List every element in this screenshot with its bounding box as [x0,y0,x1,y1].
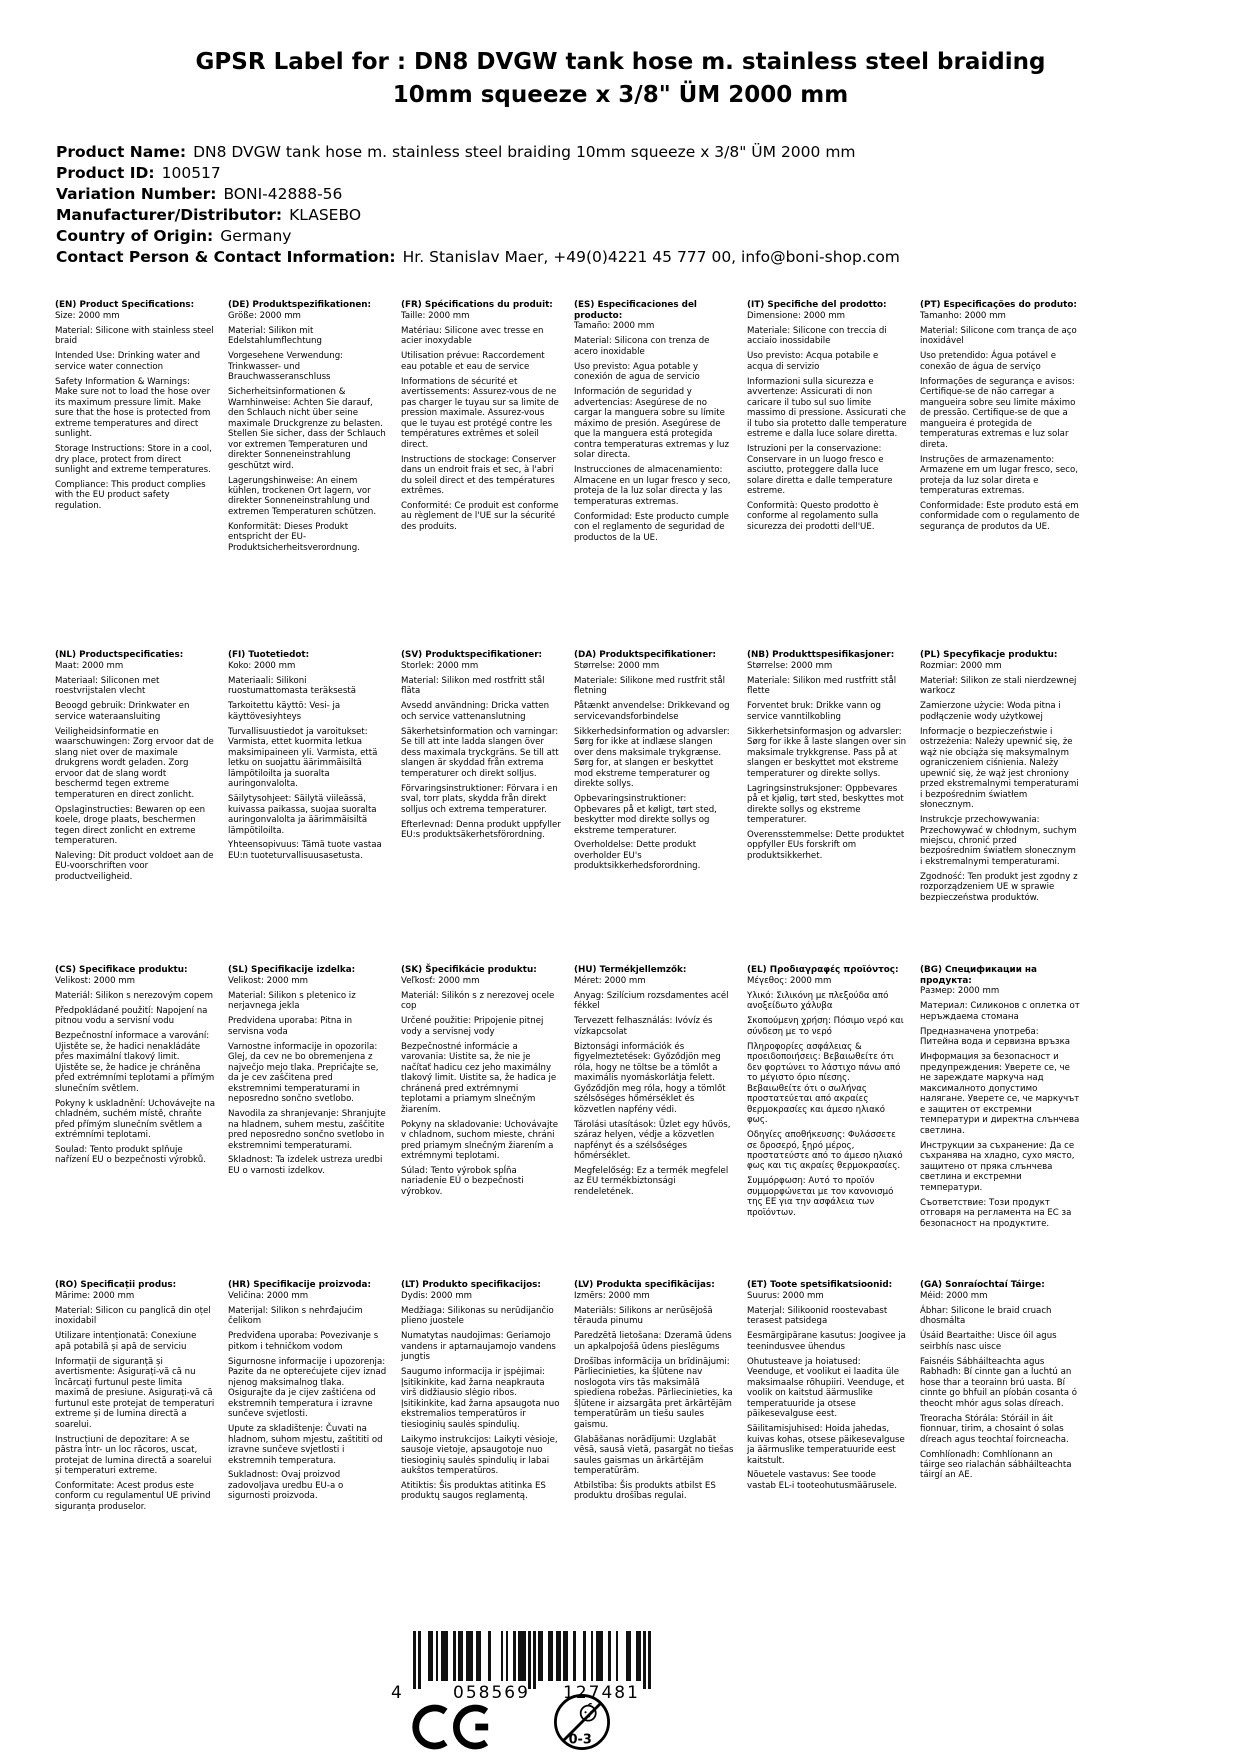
product-info-row [56,247,1211,268]
product-info-label: Variation Number: [56,185,217,203]
spec-paragraph: Materiale: Silikone med rustfrit stål fletning [574,675,726,697]
spec-paragraph: Saugumo informacija ir įspėjimai: Įsitikinkite, kad žarna neapkrauta virš didžiausio slėgio ribos. Įsitikinkite, kad žarna apsaugota nuo ekstremalios temperatūros ir tiesioginių saulės spindulių. [401,1367,560,1430]
language-block-bg [920,965,1080,1234]
language-block-ga [920,1280,1080,1485]
language-block-pl [920,650,1080,908]
spec-paragraph: Glabāšanas norādījumi: Uzglabāt vēsā, sausā vietā, pasargāt no tiešas saules gaismas un ārkārtējām temperatūrām. [574,1434,734,1476]
spec-paragraph: Tamaño: 2000 mm [574,321,655,332]
language-block-hu [574,965,734,1202]
language-block-title: (FI) Tuotetiedot: [228,650,310,660]
spec-paragraph: Dydis: 2000 mm [401,1290,472,1301]
spec-paragraph: Beoogd gebruik: Drinkwater en service wateraansluiting [55,701,190,722]
product-info-value: Hr. Stanislav Maer, +49(0)4221 45 777 00, info@boni-shop.com [402,248,900,266]
spec-paragraph: Påtænkt anvendelse: Drikkevand og servicevandsforbindelse [574,701,730,722]
language-block-title: (EN) Product Specifications: [55,300,195,310]
spec-paragraph: Avsedd användning: Dricka vatten och service vattenanslutning [401,701,550,722]
spec-paragraph: Sukladnost: Ovaj proizvod zadovoljava uredbu EU-a o sigurnosti proizvoda. [228,1470,344,1502]
spec-paragraph: Lagringsinstruksjoner: Oppbevares på et kjølig, tørt sted, beskyttes mot direkte sollys og ekstreme temperaturer. [747,783,904,826]
barcode-digits [391,1683,651,1703]
language-block-title: (HR) Specifikacije proizvoda: [228,1280,371,1290]
spec-paragraph: Súlad: Tento výrobok spĺňa nariadenie EÚ o bezpečnosti výrobkov. [401,1165,524,1197]
language-block-da [574,650,734,876]
spec-paragraph: Sigurnosne informacije i upozorenja: Pazite da ne opterećujete cijev iznad njenog maksimalnog tlaka. Osigurajte da je cijev zaštićena od ekstremnih temperatura i izravne sunčeve svjetlosti. [228,1356,387,1420]
spec-paragraph: Größe: 2000 mm [228,310,301,321]
spec-paragraph: Μέγεθος: 2000 mm [747,975,832,986]
language-block-pt [920,300,1080,537]
spec-paragraph: Opbevaringsinstruktioner: Opbevares på et køligt, tørt sted, beskytter mod direkte sollys og ekstreme temperaturer. [574,794,717,836]
language-block-sl [228,965,388,1181]
spec-paragraph: Material: Silicone com trança de aço inoxidável [920,325,1077,347]
spec-paragraph: Material: Silicone with stainless steel braid [55,325,214,347]
language-block-title: (DA) Produktspecifikationer: [574,650,717,660]
spec-paragraph: Tamanho: 2000 mm [920,310,1006,321]
spec-paragraph: Numatytas naudojimas: Geriamojo vandens ir aptarnaujamojo vandens jungtis [401,1331,556,1363]
spec-paragraph: Taille: 2000 mm [401,310,470,321]
spec-paragraph: Atbilstība: Šis produkts atbilst ES produktu drošības regulai. [574,1480,716,1502]
spec-paragraph: Utilizare intenționată: Conexiune apă potabilă și apă de serviciu [55,1331,197,1352]
language-block-title: (FR) Spécifications du produit: [401,300,553,310]
ce-mark-icon [411,1703,499,1751]
spec-paragraph: Intended Use: Drinking water and service water connection [55,351,201,372]
spec-paragraph: Veiligheidsinformatie en waarschuwingen: Zorg ervoor dat de slang niet over de maximale drukgrens wordt geladen. Zorg ervoor dat de slang wordt beschermd tegen extreme temperaturen en direct zonlicht. [55,726,214,800]
language-block-cs [55,965,215,1170]
spec-paragraph: Overholdelse: Dette produkt overholder EU's produktsikkerhedsforordning. [574,840,701,872]
language-block-title: (RO) Specificații produs: [55,1280,177,1290]
language-block-title: (CS) Specifikace produktu: [55,965,188,975]
spec-paragraph: Veľkosť: 2000 mm [401,975,480,986]
spec-paragraph: Úsáid Beartaithe: Uisce óil agus seirbhís nasc uisce [920,1331,1057,1352]
spec-paragraph: Säilitamisjuhised: Hoida jahedas, kuivas kohas, otsese päikesevalguse ja äärmuslike temperatuuride eest kaitstult. [747,1424,905,1466]
spec-paragraph: Efterlevnad: Denna produkt uppfyller EU:s produktsäkerhetsförordning. [401,819,561,840]
spec-paragraph: Drošības informācija un brīdinājumi: Pārliecinieties, ka šļūtene nav noslogota virs tās maksimālā spiediena robežas. Pārliecinieties, ka šļūtene ir aizsargāta pret ārkārtējām temperatūrām un tiešu saules gaismu. [574,1356,733,1430]
spec-paragraph: Materijal: Silikon s nehrđajućim čelikom [228,1305,363,1327]
spec-paragraph: Förvaringsinstruktioner: Förvara i en sval, torr plats, skydda från direkt solljus och extrema temperaturer. [401,783,558,815]
product-info-value: BONI-42888-56 [223,185,343,203]
spec-paragraph: Инструкции за съхранение: Да се съхранява на хладно, сухо място, защитено от пряка слънчева светлина и екстремни температури. [920,1140,1075,1193]
spec-paragraph: Suurus: 2000 mm [747,1290,824,1301]
spec-paragraph: Nõuetele vastavus: See toode vastab EL-i tooteohutusmäärusele. [747,1470,897,1491]
language-block-title: (SV) Produktspecifikationer: [401,650,543,660]
spec-paragraph: Yhteensopivuus: Tämä tuote vastaa EU:n tuoteturvallisuusasetusta. [228,840,382,861]
spec-paragraph: Konformität: Dieses Produkt entspricht der EU-Produktsicherheitsverordnung. [228,521,360,553]
spec-paragraph: Uso previsto: Agua potable y conexión de agua de servicio [574,361,700,383]
spec-paragraph: Materiaali: Silikoni ruostumattomasta teräksestä [228,675,356,697]
product-info-value: KLASEBO [289,206,362,224]
spec-paragraph: Medžiaga: Silikonas su nerūdijančio plieno juostele [401,1305,554,1327]
language-block-title: (LV) Produkta specifikācijas: [574,1280,715,1290]
language-block-nl [55,650,215,887]
spec-paragraph: Tárolási utasítások: Üzlet egy hűvös, száraz helyen, védje a közvetlen napfényt és a szélsőséges hőmérséklet. [574,1119,731,1161]
spec-paragraph: Sicherheitsinformationen & Warnhinweise: Achten Sie darauf, den Schlauch nicht über seine maximale Druckgrenze zu belasten. Stellen Sie sicher, dass der Schlauch vor extremen Temperaturen und direkter Sonneneinstrahlung geschützt wird. [228,387,386,471]
spec-paragraph: Material: Silikon med rostfritt stål fläta [401,675,545,697]
spec-paragraph: Předpokládané použití: Napojení na pitnou vodu a servisní vodu [55,1005,208,1027]
language-block-title: (DE) Produktspezifikationen: [228,300,372,310]
spec-paragraph: Safety Information & Warnings: Make sure not to load the hose over its maximum pressure limit. Make sure that the hose is protected from extreme temperatures and direct sunlight. [55,376,211,440]
barcode-digit-prefix: 4 [391,1683,404,1703]
spec-paragraph: Información de seguridad y advertencias: Asegúrese de no cargar la manguera sobre su límite máximo de presión. Asegúrese de que la manguera está protegida contra temperaturas extremas y luz solar directa. [574,387,729,461]
product-info-row [56,163,1211,184]
spec-paragraph: Dimensione: 2000 mm [747,310,845,321]
spec-paragraph: Materiaal: Siliconen met roestvrijstalen vlecht [55,675,160,697]
spec-paragraph: Πληροφορίες ασφάλειας & προειδοποιήσεις: Βεβαιωθείτε ότι δεν φορτώνει το λάστιχο πάνω από το μέγιστο όριο πίεσης. Βεβαιωθείτε ότι ο σωλήνας προστατεύεται από ακραίες θερμοκρασίες και άμεσο ηλιακό φως. [747,1041,901,1126]
spec-paragraph: Uso pretendido: Água potável e conexão de água de serviço [920,351,1057,372]
product-info-row [56,205,1211,226]
spec-paragraph: Lagerungshinweise: An einem kühlen, trockenen Ort lagern, vor direkter Sonneneinstrahlung und extremen Temperaturen schützen. [228,475,377,517]
spec-paragraph: Matériau: Silicone avec tresse en acier inoxydable [401,325,544,347]
product-info-value: 100517 [161,164,221,182]
spec-paragraph: Съответствие: Този продукт отговаря на регламента на ЕС за безопасност на продуктите. [920,1197,1072,1229]
spec-paragraph: Conformidad: Este producto cumple con el reglamento de seguridad de productos de la UE. [574,511,729,543]
spec-paragraph: Materiale: Silicone con treccia di acciaio inossidabile [747,325,887,347]
language-block-sk [401,965,561,1202]
spec-paragraph: Material: Silicona con trenza de acero inoxidable [574,336,710,357]
spec-paragraph: Storage Instructions: Store in a cool, dry place, protect from direct sunlight and extreme temperatures. [55,444,212,476]
spec-paragraph: Σκοπούμενη χρήση: Πόσιμο νερό και σύνδεση με το νερό [747,1016,904,1037]
spec-paragraph: Ábhar: Silicone le braid cruach dhosmálta [920,1305,1052,1327]
spec-paragraph: Uso previsto: Acqua potabile e acqua di servizio [747,351,879,372]
spec-paragraph: Συμμόρφωση: Αυτό το προϊόν συμμορφώνεται με τον κανονισμό της ΕΕ για την ασφάλεια των προϊόντων. [747,1176,894,1218]
language-block-nb [747,650,907,866]
spec-paragraph: Ohutusteave ja hoiatused: Veenduge, et voolikut ei laadita üle maksimaalse rõhupiiri. Veenduge, et voolik on kaitstud äärmuslike temperatuuride ja otsese päikesevalguse eest. [747,1356,905,1420]
spec-paragraph: Säkerhetsinformation och varningar: Se till att inte ladda slangen över dess maximala tryckgräns. Se till att slangen är skyddad från extrema temperaturer och direkt solljus. [401,726,559,779]
spec-paragraph: Materiál: Silikon s nerezovým copem [55,990,213,1001]
spec-paragraph: Méret: 2000 mm [574,975,646,986]
spec-paragraph: Rozmiar: 2000 mm [920,660,1002,671]
spec-paragraph: Информация за безопасност и предупреждения: Уверете се, че не зареждате маркуча над максималното допустимо налягане. Уверете се, че маркучът е защитен от екстремни температури и директна слънчева светлина. [920,1052,1080,1136]
spec-paragraph: Materiál: Silikón s z nerezovej ocele cop [401,990,555,1012]
language-block-es [574,300,734,548]
spec-paragraph: Instrucciones de almacenamiento: Almacene en un lugar fresco y seco, proteja de la luz solar directa y las temperaturas extremas. [574,465,731,507]
product-info-label: Product Name: [56,143,187,161]
spec-paragraph: Soulad: Tento produkt splňuje nařízení EU o bezpečnosti výrobků. [55,1145,206,1166]
spec-paragraph: Velikost: 2000 mm [55,975,136,986]
product-info-label: Country of Origin: [56,227,214,245]
spec-paragraph: Turvallisuustiedot ja varoitukset: Varmista, ettet kuormita letkua maksimipaineen yli. Varmista, että letku on suojattu äärimmäisiltä lämpötiloilta ja suoralta auringonvalolta. [228,726,378,790]
spec-paragraph: Υλικό: Σιλικόνη με πλεξούδα από ανοξείδωτο χάλυβα [747,990,889,1012]
spec-paragraph: Anyag: Szilícium rozsdamentes acél fékkel [574,990,729,1012]
spec-paragraph: Instruções de armazenamento: Armazene em um lugar fresco, seco, proteja da luz solar direta e temperaturas extremas. [920,454,1078,496]
spec-paragraph: Materiāls: Silikons ar nerūsējošā tērauda pinumu [574,1305,713,1327]
language-block-title: (HU) Termékjellemzők: [574,965,687,975]
spec-paragraph: Zamierzone użycie: Woda pitna i podłączenie wody użytkowej [920,701,1061,722]
spec-paragraph: Размер: 2000 mm [920,986,1000,997]
language-block-title: (ES) Especificaciones del producto: [574,300,697,321]
spec-paragraph: Maat: 2000 mm [55,660,124,671]
product-info [56,142,1211,268]
product-info-label: Contact Person & Contact Information: [56,248,396,266]
product-info-value: DN8 DVGW tank hose m. stainless steel braiding 10mm squeeze x 3/8" ÜM 2000 mm [193,143,856,161]
language-block-de [228,300,388,558]
ean-barcode [391,1631,651,1703]
spec-paragraph: Faisnéis Sábháilteachta agus Rabhadh: Bí cinnte gan a luchtú an hose thar a teorainn brú uasta. Bí cinnte go bhfuil an píobán cosanta ó theocht mhór agus solas díreach. [920,1356,1077,1409]
language-block-title: (ET) Toote spetsifikatsioonid: [747,1280,893,1290]
age-warning-0-3-icon [551,1691,613,1753]
spec-paragraph: Instructions de stockage: Conserver dans un endroit frais et sec, à l'abri du soleil direct et des températures extrêmes. [401,454,556,496]
spec-paragraph: Treoracha Stórála: Stóráil in áit fionnuar, tirim, a chosaint ó solas díreach agus teochtaí foircneacha. [920,1413,1069,1445]
language-block-it [747,300,907,537]
barcode-digits-right: 127481 [563,1683,640,1703]
spec-paragraph: Koko: 2000 mm [228,660,296,671]
spec-paragraph: Informacje o bezpieczeństwie i ostrzeżenia: Należy upewnić się, że wąż nie obciąża się maksymalnym ograniczeniem ciśnienia. Należy upewnić się, że wąż jest chroniony przed ekstremalnymi temperaturami i bezpośrednim światłem słonecznym. [920,726,1079,811]
spec-paragraph: Vorgesehene Verwendung: Trinkwasser- und Brauchwasseranschluss [228,351,344,383]
age-warning-label: 0-3 [568,1732,592,1748]
spec-paragraph: Overensstemmelse: Dette produktet oppfyller EUs forskrift om produktsikkerhet. [747,830,905,861]
spec-paragraph: Instrucțiuni de depozitare: A se păstra într- un loc răcoros, uscat, protejat de lumina directă a soarelui și temperaturi extreme. [55,1434,212,1476]
spec-paragraph: Instrukcje przechowywania: Przechowywać w chłodnym, suchym miejscu, chronić przed bezpośrednim światłem słonecznym i ekstremalnymi temperaturami. [920,815,1077,867]
spec-paragraph: Tarkoitettu käyttö: Vesi- ja käyttövesiyhteys [228,701,341,722]
spec-paragraph: Naleving: Dit product voldoet aan de EU-voorschriften voor productveiligheid. [55,850,214,882]
spec-paragraph: Size: 2000 mm [55,310,120,321]
spec-paragraph: Materjal: Silikoonid roostevabast terasest patsidega [747,1305,888,1327]
spec-paragraph: Sikkerhetsinformasjon og advarsler: Sørg for ikke å laste slangen over sin maksimale trykkgrense. Pass på at slangen er beskyttet mot ekstreme temperaturer og direkte sollys. [747,726,907,779]
spec-paragraph: Istruzioni per la conservazione: Conservare in un luogo fresco e asciutto, proteggere dalla luce solare diretta e dalle temperature estreme. [747,444,893,496]
spec-paragraph: Størrelse: 2000 mm [747,660,833,671]
spec-paragraph: Eesmärgipärane kasutus: Joogivee ja teenindusvee ühendus [747,1331,906,1352]
spec-paragraph: Určené použitie: Pripojenie pitnej vody a servisnej vody [401,1016,544,1037]
language-block-hr [228,1280,388,1506]
spec-paragraph: Säilytysohjeet: Säilytä viileässä, kuivassa paikassa, suojaa suoralta auringonvalolta ja äärimmäisiltä lämpötiloilta. [228,794,377,836]
language-block-sv [401,650,561,845]
spec-paragraph: Material: Silikon s pletenico iz nerjavnega jekla [228,990,356,1012]
spec-paragraph: Materiale: Silikon med rustfritt stål flette [747,675,897,697]
language-block-lt [401,1280,561,1506]
spec-paragraph: Predvidena uporaba: Pitna in servisna voda [228,1016,353,1037]
spec-paragraph: Material: Silicon cu panglică din oțel inoxidabil [55,1305,211,1327]
spec-paragraph: Zgodność: Ten produkt jest zgodny z rozporządzeniem UE w sprawie bezpieczeństwa produktów. [920,871,1078,903]
language-block-fr [401,300,561,537]
language-block-title: (BG) Спецификации на продукта: [920,965,1037,986]
spec-paragraph: Материал: Силиконов с оплетка от неръждаема стомана [920,1001,1080,1022]
spec-paragraph: Предназначена употреба: Питейна вода и сервизна връзка [920,1026,1071,1048]
spec-paragraph: Méid: 2000 mm [920,1290,988,1301]
spec-paragraph: Utilisation prévue: Raccordement eau potable et eau de service [401,351,545,372]
spec-paragraph: Conformitate: Acest produs este conform cu regulamentul UE privind siguranța produselor. [55,1480,211,1512]
language-block-title: (PT) Especificações do produto: [920,300,1077,310]
spec-paragraph: Informações de segurança e avisos: Certifique-se de não carregar a mangueira sobre seu limite máximo de pressão. Certifique-se de que a mangueira é protegida de temperaturas extremas e luz solar direta. [920,376,1076,450]
language-block-title: (SL) Specifikacije izdelka: [228,965,356,975]
language-block-title: (GA) Sonraíochtaí Táirge: [920,1280,1045,1290]
spec-paragraph: Megfelelőség: Ez a termék megfelel az EU termékbiztonsági rendeletének. [574,1165,729,1197]
language-block-fi [228,650,388,866]
spec-paragraph: Informații de siguranță și avertismente: Asigurați-vă că nu încărcați furtunul peste limita maximă de presiune. Asigurați-vă că furtunul este protejat de temperaturi extreme și de lumina directă a soarelui. [55,1356,215,1430]
spec-paragraph: Navodila za shranjevanje: Shranjujte na hladnem, suhem mestu, zaščitite pred neposredno sončno svetlobo in ekstremnimi temperaturami. [228,1109,386,1151]
spec-paragraph: Bezpečnostní informace a varování: Ujistěte se, že hadici nenakládáte přes maximální tlakový limit. Ujistěte se, že hadice je chráněna před extrémními teplotami a přímým slunečním světlem. [55,1031,215,1094]
language-grid [55,300,1080,1517]
spec-paragraph: Pokyny na skladovanie: Uchovávajte v chladnom, suchom mieste, chráni pred priamym slnečným žiarením a extrémnymi teplotami. [401,1119,558,1161]
spec-paragraph: Velikost: 2000 mm [228,975,309,986]
spec-paragraph: Forventet bruk: Drikke vann og service vanntilkobling [747,701,881,722]
spec-paragraph: Compliance: This product complies with the EU product safety regulation. [55,480,206,511]
spec-paragraph: Informations de sécurité et avertissements: Assurez-vous de ne pas charger le tuyau sur sa limite de pression maximale. Assurez-vous que le tuyau est protégé contre les températures extrêmes et soleil direct. [401,376,559,450]
spec-paragraph: Predviđena uporaba: Povezivanje s pitkom i tehničkom vodom [228,1331,379,1352]
spec-paragraph: Material: Silikon mit Edelstahlumflechtung [228,325,322,347]
product-info-row [56,142,1211,163]
spec-paragraph: Izmērs: 2000 mm [574,1290,650,1301]
spec-paragraph: Conformidade: Este produto está em conformidade com o regulamento de segurança de produtos da UE. [920,500,1080,532]
page-title: GPSR Label for : DN8 DVGW tank hose m. stainless steel braiding 10mm squeeze x 3/8" ÜM 2000 mm [195,49,1046,109]
product-info-label: Manufacturer/Distributor: [56,206,283,224]
language-block-el [747,965,907,1223]
language-block-title: (NL) Productspecificaties: [55,650,184,660]
language-block-title: (PL) Specyfikacje produktu: [920,650,1058,660]
spec-paragraph: Comhlíonadh: Comhlíonann an táirge seo rialachán sábháilteachta táirgí an AE. [920,1449,1072,1481]
spec-paragraph: Mărime: 2000 mm [55,1290,135,1301]
language-block-title: (EL) Προδιαγραφές προϊόντος: [747,965,899,975]
spec-paragraph: Varnostne informacije in opozorila: Glej, da cev ne bo obremenjena z največjo mejo tlaka. Prepričajte se, da je cev zaščitena pred ekstremnimi temperaturami in neposredno sončno svetlobo. [228,1041,379,1105]
spec-paragraph: Informazioni sulla sicurezza e avvertenze: Assicurati di non caricare il tubo sul suo limite massimo di pressione. Assicurati che il tubo sia protetto dalle temperature estreme e dalla luce solare diretta. [747,376,907,440]
spec-paragraph: Sikkerhedsinformation og advarsler: Sørg for ikke at indlæse slangen over dens maksimale trykgrænse. Sørg for, at slangen er beskyttet mod ekstreme temperaturer og direkte sollys. [574,726,730,790]
product-info-row [56,226,1211,247]
spec-paragraph: Veličina: 2000 mm [228,1290,309,1301]
language-block-lv [574,1280,734,1506]
spec-paragraph: Biztonsági információk és figyelmeztetések: Győződjön meg róla, hogy ne töltse be a tömlőt a maximális nyomáskorlátja felett. Győződjön meg róla, hogy a tömlőt szélsőséges hőmérséklet és közvetlen napfény védi. [574,1041,726,1115]
barcode-digits-left: 058569 [453,1683,530,1703]
language-block-title: (SK) Špecifikácie produktu: [401,965,537,975]
spec-paragraph: Storlek: 2000 mm [401,660,479,671]
spec-paragraph: Skladnost: Ta izdelek ustreza uredbi EU o varnosti izdelkov. [228,1155,383,1176]
language-block-title: (IT) Specifiche del prodotto: [747,300,887,310]
spec-paragraph: Materiał: Silikon ze stali nierdzewnej warkocz [920,675,1077,697]
spec-paragraph: Pokyny k uskladnění: Uchovávejte na chladném, suchém místě, chraňte před přímým slunečním světlem a extrémními teplotami. [55,1098,215,1141]
language-block-et [747,1280,907,1496]
language-block-title: (LT) Produkto specifikacijos: [401,1280,541,1290]
language-block-en [55,300,215,516]
spec-paragraph: Atitiktis: Šis produktas atitinka ES produktų saugos reglamentą. [401,1480,546,1502]
spec-paragraph: Conformité: Ce produit est conforme au règlement de l'UE sur la sécurité des produits. [401,500,559,532]
product-info-row [56,184,1211,205]
spec-paragraph: Størrelse: 2000 mm [574,660,660,671]
spec-paragraph: Conformità: Questo prodotto è conforme al regolamento sulla sicurezza dei prodotti dell'UE. [747,500,879,532]
product-info-value: Germany [220,227,292,245]
spec-paragraph: Upute za skladištenje: Čuvati na hladnom, suhom mjestu, zaštititi od izravne sunčeve svjetlosti i ekstremnih temperatura. [228,1424,383,1466]
spec-paragraph: Opslaginstructies: Bewaren op een koele, droge plaats, beschermen tegen direct zonlicht en extreme temperaturen. [55,804,206,846]
spec-paragraph: Οδηγίες αποθήκευσης: Φυλάσσετε σε δροσερό, ξηρό μέρος, προστατεύστε από το άμεσο ηλιακό φως και τις ακραίες θερμοκρασίες. [747,1130,903,1172]
spec-paragraph: Paredzētā lietošana: Dzeramā ūdens un apkalpojošā ūdens pieslēgums [574,1331,732,1352]
language-block-ro [55,1280,215,1517]
spec-paragraph: Bezpečnostné informácie a varovania: Uistite sa, že nie je načítať hadicu cez jeho maximálny tlakový limit. Uistite sa, že hadica je chránená pred extrémnymi teplotami a priamym slnečným žiarením. [401,1041,557,1115]
product-info-label: Product ID: [56,164,155,182]
spec-paragraph: Tervezett felhasználás: Ivóvíz és vízkapcsolat [574,1016,713,1037]
language-block-title: (NB) Produkttspesifikasjoner: [747,650,895,660]
spec-paragraph: Laikymo instrukcijos: Laikyti vėsioje, sausoje vietoje, apsaugotoje nuo tiesioginių saulės spindulių ir labai aukštos temperatūros. [401,1434,558,1476]
